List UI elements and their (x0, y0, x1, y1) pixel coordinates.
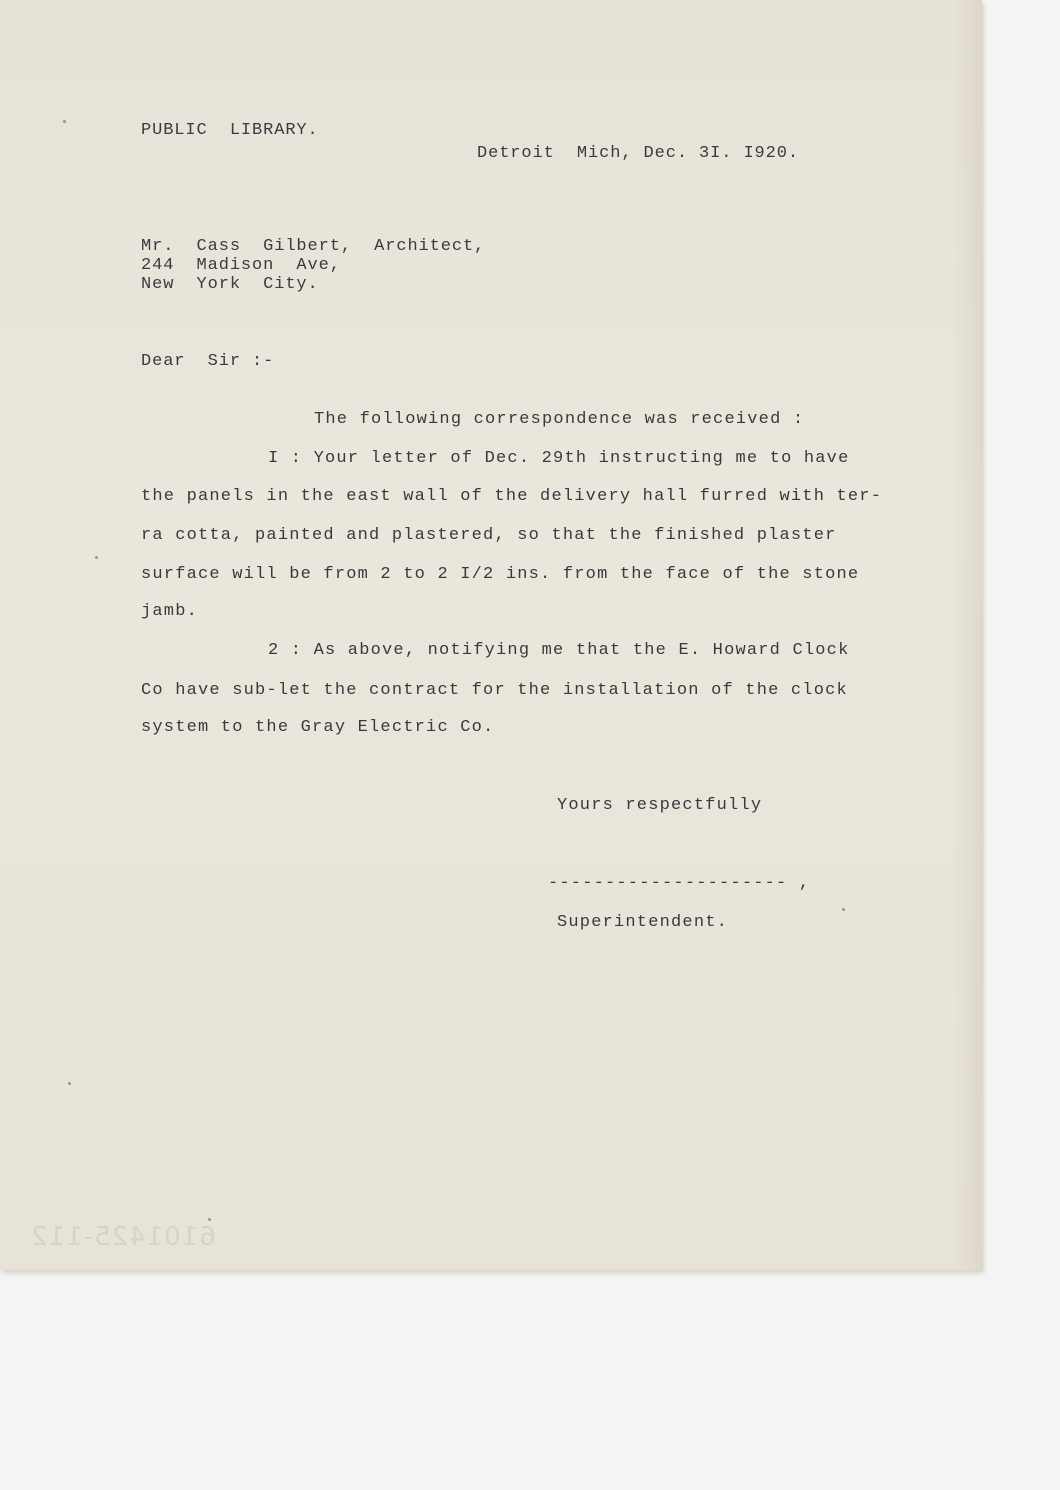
dateline: Detroit Mich, Dec. 3I. I920. (477, 144, 799, 163)
archive-stamp: 6101425-112 (30, 1222, 216, 1252)
closing: Yours respectfully (557, 796, 763, 815)
item-1-line: I : Your letter of Dec. 29th instructing me to have (268, 449, 850, 468)
paper-speck (68, 1082, 71, 1085)
item-1-line: ra cotta, painted and plastered, so that the finished plaster (141, 526, 837, 545)
item-2-line: 2 : As above, notifying me that the E. Howard Clock (268, 641, 850, 660)
addressee-line-2: 244 Madison Ave, (141, 256, 341, 275)
item-2-line: system to the Gray Electric Co. (141, 718, 495, 737)
paper-speck (63, 120, 66, 123)
body-intro: The following correspondence was received : (314, 410, 805, 429)
item-1-line: jamb. (141, 602, 199, 621)
item-1-line: the panels in the east wall of the delivery hall furred with ter- (141, 487, 883, 506)
paper-speck (208, 1218, 211, 1221)
addressee-line-1: Mr. Cass Gilbert, Architect, (141, 237, 486, 256)
salutation: Dear Sir :- (141, 352, 275, 371)
paper-speck (95, 556, 98, 559)
letterhead: PUBLIC LIBRARY. (141, 121, 319, 140)
signer-title: Superintendent. (557, 913, 729, 932)
addressee-line-3: New York City. (141, 275, 319, 294)
paper-speck (842, 908, 845, 911)
item-1-line: surface will be from 2 to 2 I/2 ins. from the face of the stone (141, 565, 860, 584)
item-2-line: Co have sub-let the contract for the installation of the clock (141, 681, 848, 700)
signature-line: --------------------- , (548, 874, 811, 893)
